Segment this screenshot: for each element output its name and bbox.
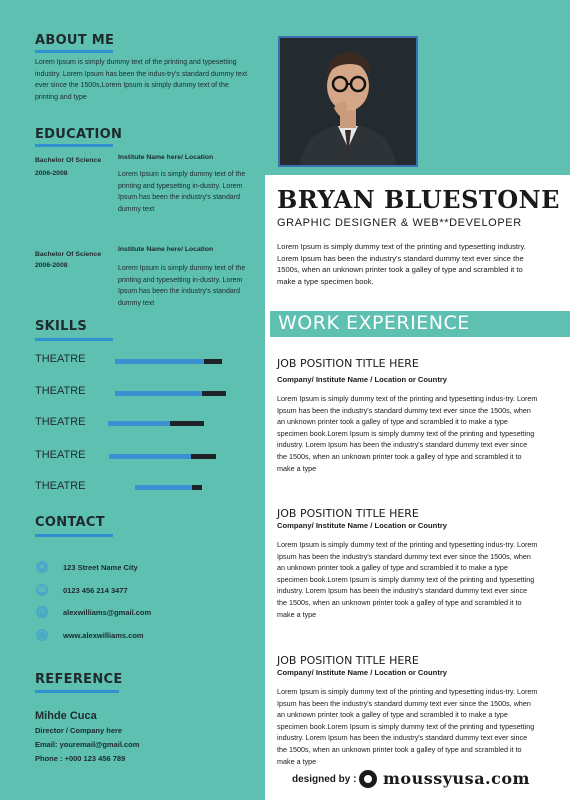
edu-institute: Institute Name here/ Location bbox=[118, 154, 214, 161]
job-description: Lorem Ipsum is simply dummy text of the printing and typesetting indus-try. Lorem Ipsum has been the industry's standard dummy text ever since the 1500s, when an unknown printer took a galley of type and scrambled it to make a type specimen book.Lorem Ipsum is simply dummy text of the printing and typesetting industry. Lorem Ipsum has been the industry's standard dummy text ever since the 1500s, when an unknown printer took a galley of type and scrambled it to make a type bbox=[277, 540, 538, 619]
skill-bar bbox=[115, 359, 222, 364]
contact-underline bbox=[35, 534, 113, 537]
edu-degree: Bachelor Of Science bbox=[35, 157, 102, 164]
contact-address: 123 Street Name City bbox=[63, 563, 138, 572]
phone-icon: ☎ bbox=[37, 585, 47, 594]
about-text: Lorem Ipsum is simply dummy text of the printing and typesetting industry. Lorem Ipsum has been the indus-try's standard dummy text ever since the 1500s,Lorem Ipsum is simply dummy text of the printing and type bbox=[35, 59, 248, 101]
about-title: ABOUT ME bbox=[35, 33, 115, 48]
job-company: Company/ Institute Name / Location or Country bbox=[277, 668, 448, 677]
skill-label: THEATRE bbox=[35, 480, 86, 492]
skill-label: THEATRE bbox=[35, 353, 86, 365]
skill-bar bbox=[115, 391, 226, 396]
skill-bar-fill bbox=[108, 421, 170, 426]
about-underline bbox=[35, 50, 113, 53]
edu-institute: Institute Name here/ Location bbox=[118, 246, 214, 253]
work-experience-title: WORK EXPERIENCE bbox=[278, 312, 470, 334]
job-description: Lorem Ipsum is simply dummy text of the printing and typesetting indus-try. Lorem Ipsum has been the industry's standard dummy text ever since the 1500s, when an unknown printer took a galley of type and scrambled it to make a type specimen book.Lorem Ipsum is simply dummy text of the printing and typesetting industry. Lorem Ipsum has been the industry's standard dummy text ever since the 1500s, when an unknown printer took a galley of type and scrambled it to make a type bbox=[277, 687, 538, 766]
brand-logo-icon bbox=[359, 770, 377, 788]
candidate-name: BRYAN BLUESTONE bbox=[277, 185, 560, 214]
edu-text: Lorem Ipsum is simply dummy text of the printing and typesetting in-dustry. Lorem Ipsum has been the industry's standard dummy text bbox=[118, 171, 246, 213]
profile-photo bbox=[278, 36, 418, 167]
edu-years: 2006-2008 bbox=[35, 262, 68, 269]
reference-email: Email: youremail@gmail.com bbox=[35, 740, 140, 749]
edu-degree: Bachelor Of Science bbox=[35, 251, 102, 258]
job-title: JOB POSITION TITLE HERE bbox=[277, 507, 419, 520]
globe-icon: ◯ bbox=[37, 630, 47, 639]
skills-underline bbox=[35, 338, 113, 341]
brand-name[interactable]: moussyusa.com bbox=[383, 769, 530, 788]
skill-bar-fill bbox=[115, 359, 204, 364]
contact-phone: 0123 456 214 3477 bbox=[63, 586, 128, 595]
reference-title: REFERENCE bbox=[35, 672, 123, 687]
contact-website[interactable]: www.alexwilliams.com bbox=[63, 631, 144, 640]
reference-underline bbox=[35, 690, 119, 693]
email-icon: ✉ bbox=[36, 606, 48, 618]
candidate-title: GRAPHIC DESIGNER & WEB**DEVELOPER bbox=[277, 217, 522, 229]
skill-label: THEATRE bbox=[35, 385, 86, 397]
skill-bar bbox=[109, 454, 216, 459]
skill-bar-fill bbox=[115, 391, 202, 396]
edu-text: Lorem Ipsum is simply dummy text of the printing and typesetting in-dustry. Lorem Ipsum has been the industry's standard dummy text bbox=[118, 265, 246, 307]
contact-email[interactable]: alexwilliams@gmail.com bbox=[63, 608, 152, 617]
intro-text: Lorem Ipsum is simply dummy text of the printing and typesetting industry. Lorem Ipsum has been the industry's standard dummy text ever since the 1500s, when an unknown printer took a galley of type and scrambled it to make a type specimen book. bbox=[277, 242, 526, 286]
skill-bar bbox=[108, 421, 204, 426]
contact-title: CONTACT bbox=[35, 515, 105, 530]
reference-phone: Phone : +000 123 456 789 bbox=[35, 754, 126, 763]
skill-bar bbox=[135, 485, 202, 490]
skill-label: THEATRE bbox=[35, 416, 86, 428]
job-title: JOB POSITION TITLE HERE bbox=[277, 654, 419, 667]
skill-bar-fill bbox=[135, 485, 192, 490]
reference-name: Mihde Cuca bbox=[35, 710, 97, 722]
reference-role: Director / Company here bbox=[35, 726, 123, 735]
edu-years: 2006-2008 bbox=[35, 170, 68, 177]
education-title: EDUCATION bbox=[35, 127, 123, 142]
location-icon: ● bbox=[36, 561, 48, 573]
skill-label: THEATRE bbox=[35, 449, 86, 461]
job-company: Company/ Institute Name / Location or Country bbox=[277, 521, 448, 530]
education-underline bbox=[35, 144, 113, 147]
designed-by-label: designed by : bbox=[292, 774, 357, 785]
skills-title: SKILLS bbox=[35, 319, 88, 334]
job-company: Company/ Institute Name / Location or Country bbox=[277, 375, 448, 384]
skill-bar-fill bbox=[109, 454, 191, 459]
job-title: JOB POSITION TITLE HERE bbox=[277, 357, 419, 370]
job-description: Lorem Ipsum is simply dummy text of the printing and typesetting indus-try. Lorem Ipsum has been the industry's standard dummy text ever since the 1500s, when an unknown printer took a galley of type and scrambled it to make a type specimen book.Lorem Ipsum is simply dummy text of the printing and typesetting industry. Lorem Ipsum has been the industry's standard dummy text ever since the 1500s, when an unknown printer took a galley of type and scrambled it to make a type bbox=[277, 394, 538, 473]
person-portrait-icon bbox=[280, 38, 416, 165]
